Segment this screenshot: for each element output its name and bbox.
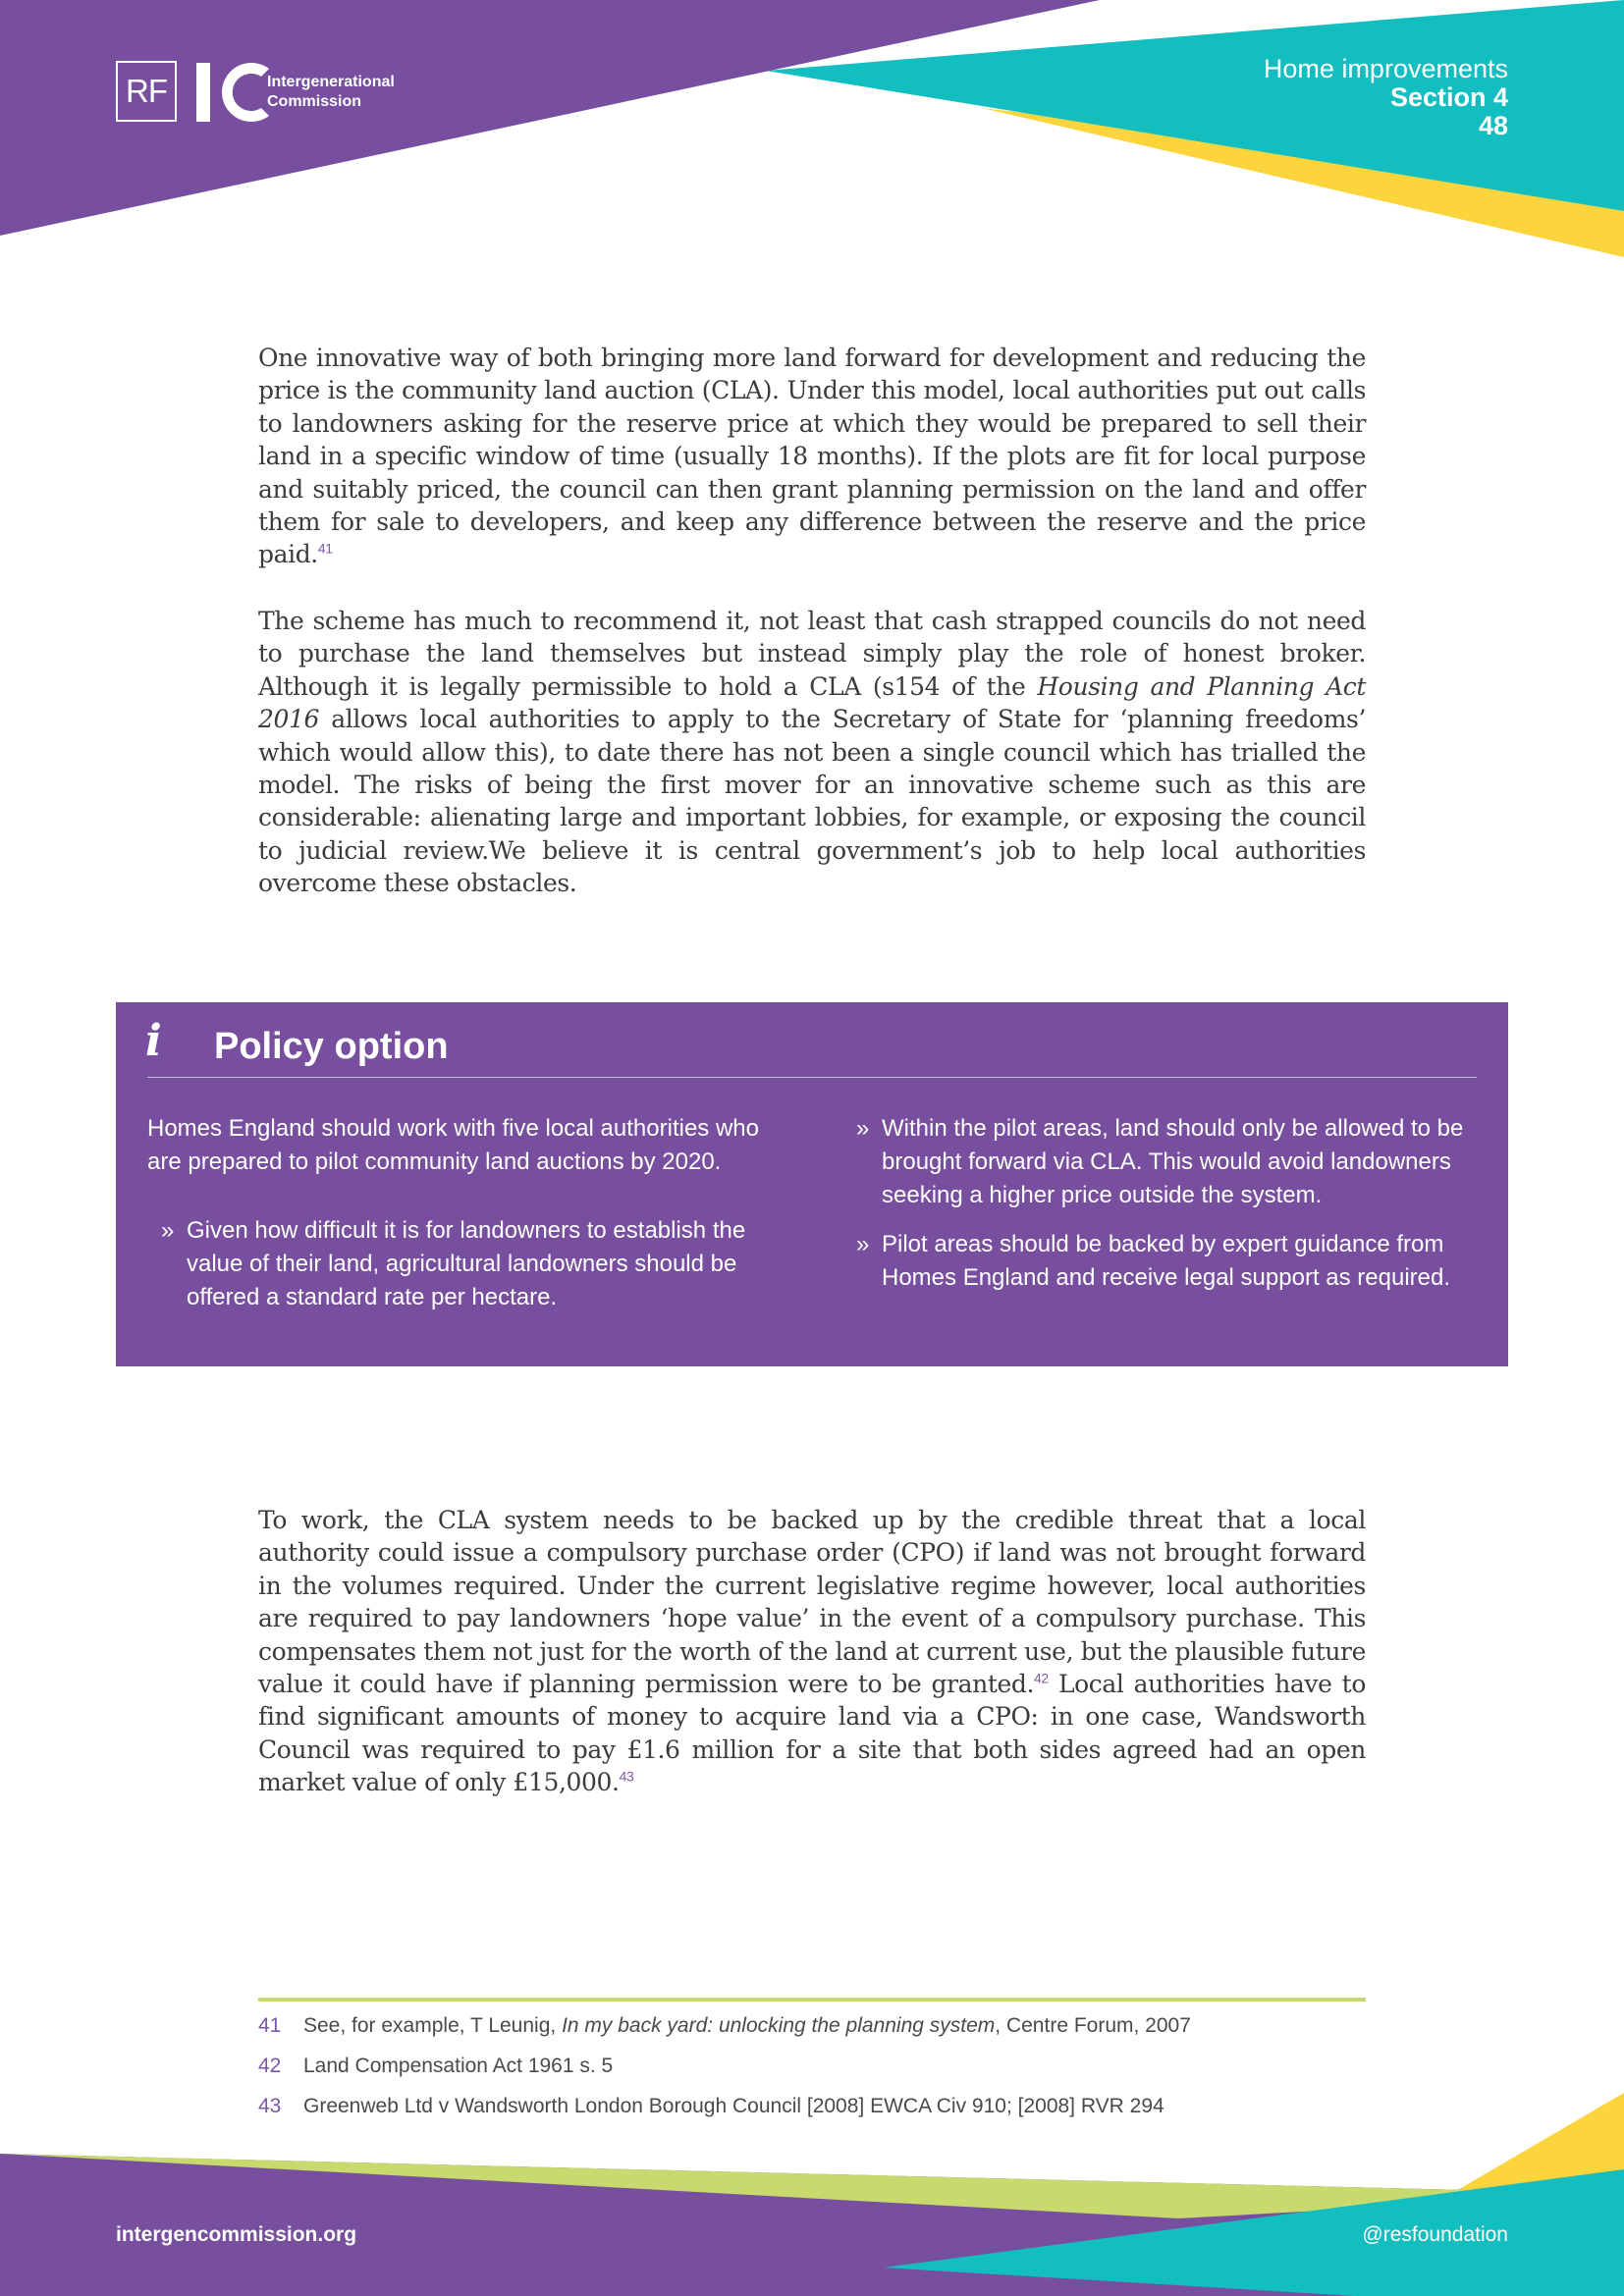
commission-logo-text: Intergenerational Commission <box>267 74 395 110</box>
rf-logo[interactable]: RF <box>116 61 177 122</box>
footnote-42: 42 Land Compensation Act 1961 s. 5 <box>258 2055 614 2077</box>
policy-option-box <box>116 1002 1508 1366</box>
footnote-ref-41[interactable]: 41 <box>317 541 333 558</box>
policy-bullet: » Given how difficult it is for landowners to establish the value of their land, agricultural landowners should be offered a standard rate per hectare. <box>147 1214 795 1314</box>
footnotes-divider <box>258 1998 1366 2002</box>
page-number: 48 <box>1478 111 1508 140</box>
chapter-title: Home improvements <box>1263 54 1508 83</box>
policy-left-column <box>147 1112 795 1314</box>
bullet-marker-icon: » <box>856 1231 870 1257</box>
policy-intro: Homes England should work with five local authorities who are prepared to pilot community land auctions by 2020. <box>147 1115 759 1175</box>
policy-title: Policy option <box>214 1026 449 1067</box>
website-link[interactable]: intergencommission.org <box>116 2223 357 2246</box>
policy-bullet: » Within the pilot areas, land should only be allowed to be brought forward via CLA. This would avoid landowners seeking a higher price outside the system. <box>842 1112 1486 1212</box>
policy-right-column <box>842 1112 1486 1295</box>
body-paragraph-1: One innovative way of both bringing more land forward for development and reducing the price is the community land auction (CLA). Under this model, local authorities put out calls to landowners asking for the reserve price at which they would be prepared to sell their land in a specific window of time (usually 18 months). If the plots are fit for local purpose and suitably priced, the council can then grant planning permission on the land and offer them for sale to developers, and keep any difference between the reserve and the price paid.$^{41}$ <box>258 344 1366 569</box>
social-handle-link[interactable]: @resfoundation <box>1362 2223 1508 2246</box>
footnote-43: 43 Greenweb Ltd v Wandsworth London Borough Council [2008] EWCA Civ 910; [2008] RVR 294 <box>258 2095 1164 2117</box>
policy-bullet: » Pilot areas should be backed by expert guidance from Homes England and receive legal support as required. <box>842 1228 1486 1295</box>
footnote-ref-43[interactable]: 43 <box>619 1768 634 1785</box>
body-paragraph-2: The scheme has much to recommend it, not least that cash strapped councils do not need to purchase the land themselves but instead simply play the role of honest broker. Although it is legally permissible to hold a CLA (s154 of the Housing and Planning Act 2016 allows local authorities to apply to the Secretary of State for ‘planning freedoms’ which would allow this), to date there has not been a single council which has trialled the model. The risks of being the first mover for an innovative scheme such as this are considerable: alienating large and important lobbies, for example, or exposing the council to judicial review.We believe it is central government’s job to help local authorities overcome these obstacles. <box>258 607 1366 898</box>
footnote-ref-42[interactable]: 42 <box>1034 1670 1049 1686</box>
info-icon: i <box>145 1016 162 1066</box>
footnote-41: 41 See, for example, T Leunig, In my back yard: unlocking the planning system, Centre Forum, 2007 <box>258 2014 1191 2037</box>
section-label: Section 4 <box>1389 82 1508 112</box>
ic-logo-icon <box>194 59 273 126</box>
body-paragraph-3: To work, the CLA system needs to be backed up by the credible threat that a local authority could issue a compulsory purchase order (CPO) if land was not brought forward in the volumes required. Under the current legislative regime however, local authorities are required to pay landowners ‘hope value’ in the event of a compulsory purchase. This compensates them not just for the worth of the land at current use, but the plausible future value it could have if planning permission were to be granted.$^{42}$ Local authorities have to find significant amounts of money to acquire land via a CPO: in one case, Wandsworth Council was required to pay £1.6 million for a site that both sides agreed had an open market value of only £15,000.43 <box>258 1506 1366 1797</box>
page-header <box>1264 55 1508 140</box>
header-background <box>0 0 1624 294</box>
bullet-marker-icon: » <box>856 1115 870 1142</box>
policy-divider <box>147 1077 1477 1078</box>
bullet-marker-icon: » <box>161 1217 175 1244</box>
